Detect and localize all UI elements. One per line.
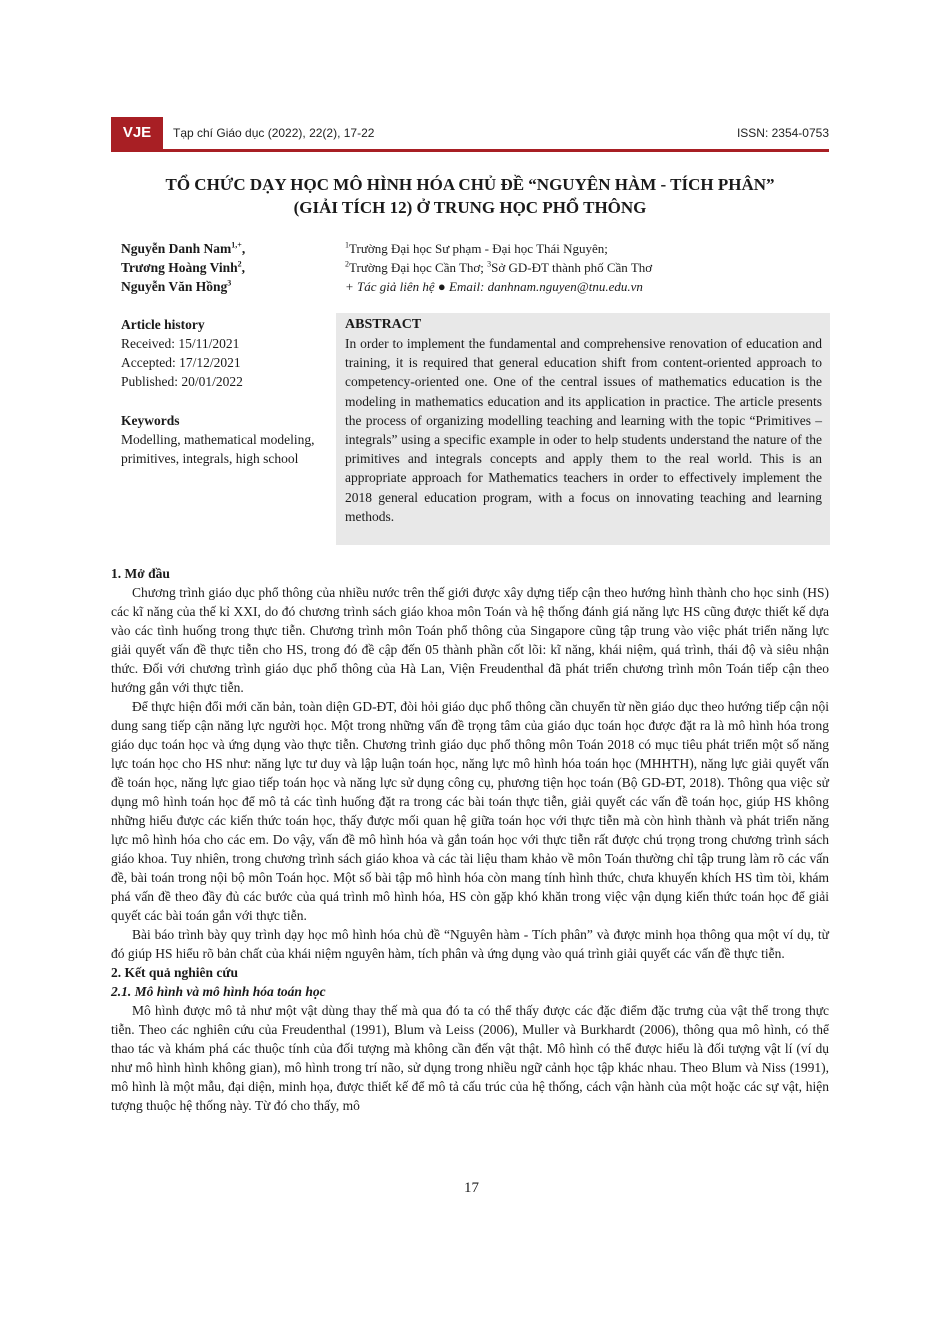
published-date: Published: 20/01/2022 xyxy=(121,374,243,389)
section-1-paragraph-2: Để thực hiện đổi mới căn bản, toàn diện GD-ĐT, đòi hỏi giáo dục phổ thông cần chuyển từ nền giáo dục theo hướng tiếp cận nội dung sang tiếp cận năng lực người học. Một trong những vấn đề trọng tâm của giáo dục toán học được đặt ra là mô hình hóa trong giáo dục toán học và ứng dụng vào thực tiễn. Chương trình giáo dục phổ thông môn Toán 2018 có mục tiêu phát triển một số năng lực toán học cho HS như: năng lực tư duy và lập luận toán học, năng lực mô hình hóa toán học (MHHTH), năng lực giải quyết vấn đề toán học, năng lực giao tiếp toán học và năng lực sử dụng công cụ, phương tiện học toán (Bộ GD-ĐT, 2018). Thông qua việc sử dụng mô hình toán học để mô tả các tình huống đặt ra trong các bài toán thực tiễn, giải quyết các vấn đề toán học, giúp HS không những hiểu được các kiến thức toán học, thấy được mối quan hệ giữa toán học với thực tiễn mà còn hình thành và phát triển năng lực mô hình hóa cho các em. Do vậy, vấn đề mô hình hóa và gắn toán học với thực tiễn rất được chú trọng trong chương trình sách giáo khoa. Tuy nhiên, trong chương trình sách giáo khoa và các tài liệu tham khảo về môn Toán thường chỉ tập trung làm rõ các vấn đề, bài toán trong nội bộ môn Toán học. Một số bài tập mô hình hóa còn mang tính hình thức, chưa khuyến khích HS tìm tòi, khám phá vấn đề theo đầy đủ các bước của quá trình mô hình hóa, HS còn gặp khó khăn trong việc vận dụng kiến thức toán học để giải quyết các bài toán gắn với thực tiễn. xyxy=(111,699,829,923)
affiliations xyxy=(345,239,825,296)
title-line-1: TỔ CHỨC DẠY HỌC MÔ HÌNH HÓA CHỦ ĐỀ “NGUYÊN HÀM - TÍCH PHÂN” xyxy=(165,175,775,194)
article-history xyxy=(121,315,326,391)
journal-issn: ISSN: 2354-0753 xyxy=(736,126,829,140)
section-1-paragraph-3: Bài báo trình bày quy trình dạy học mô hình hóa chủ đề “Nguyên hàm - Tích phân” và được minh họa thông qua một ví dụ, từ đó giúp HS hiểu rõ bản chất của khái niệm nguyên hàm, tích phân và ứng dụng vào quá trình giải quyết các vấn đề thực tiễn. xyxy=(111,927,829,961)
section-1-paragraph-1: Chương trình giáo dục phổ thông của nhiều nước trên thế giới được xây dựng tiếp cận theo hướng hình thành cho học sinh (HS) các kĩ năng của thế kỉ XXI, do đó chương trình sách giáo khoa môn Toán và hệ thống đánh giá năng lực HS cũng được thiết kế dựa vào các tình huống trong thực tiễn. Chương trình môn Toán phổ thông của Singapore cũng tập trung vào việc phát triển năng lực giải quyết vấn đề thực tiễn cho HS, trong đó đề cập đến 05 thành phần cốt lõi: kĩ năng, khái niệm, quá trình, thái độ và siêu nhận thức. Đối với chương trình giáo dục phổ thông của Hà Lan, Viện Freudenthal đã phát triển chương trình môn Toán tiếp cận theo hướng gắn với thực tiễn. xyxy=(111,585,829,695)
header-divider xyxy=(111,149,829,152)
article-title xyxy=(111,173,829,219)
journal-header xyxy=(111,117,829,149)
keywords-text: Modelling, mathematical modeling, primitives, integrals, high school xyxy=(121,432,315,466)
abstract-text: In order to implement the fundamental and comprehensive renovation of education and training, it is required that general education shift from content-oriented approach to competency-oriented one. One of the central issues of mathematics education is the modeling in mathematics education and its application in practice. The article presents the process of organizing modelling teaching and learning with the topic “Primitives – integrals” using a specific example in oder to help students understand the nature of the primitives and integrals concepts and apply them to the real world. This is an appropriate approach for Mathematics teachers in order to effectively implement the 2018 general education program, with a focus on innovating teaching and learning methods. xyxy=(345,336,822,524)
affiliation-2: $^2$Trường Đại học Cần Thơ; $^3$Sở GD-ĐT thành phố Cần Thơ xyxy=(345,259,653,275)
received-date: Received: 15/11/2021 xyxy=(121,336,240,351)
abstract-heading: ABSTRACT xyxy=(345,317,422,332)
affiliation-1: $^1$Trường Đại học Sư phạm - Đại học Thái Nguyên; xyxy=(345,240,608,256)
keywords-heading: Keywords xyxy=(121,413,180,428)
journal-citation: Tạp chí Giáo dục (2022), 22(2), 17-22 xyxy=(173,126,375,140)
author-1: Nguyễn Danh Nam$^{1,+}$, xyxy=(121,240,246,256)
page-number: 17 xyxy=(464,1180,479,1196)
journal-badge: VJE xyxy=(111,117,163,149)
section-1-title: 1. Mở đầu xyxy=(111,566,170,581)
section-2-1-title: 2.1. Mô hình và mô hình hóa toán học xyxy=(111,984,326,999)
keywords-block xyxy=(121,411,326,468)
author-3: Nguyễn Văn Hồng$^3$ xyxy=(121,278,232,294)
article-body xyxy=(111,564,829,1115)
section-2-title: 2. Kết quả nghiên cứu xyxy=(111,965,238,980)
section-2-1-paragraph-1: Mô hình được mô tả như một vật dùng thay thế mà qua đó ta có thể thấy được các đặc điểm đặc trưng của vật thể trong thực tiễn. Theo các nghiên cứu của Freudenthal (1991), Blum và Leiss (2006), Muller và Burkhardt (2006), thông qua mô hình, có thể thao tác và khám phá các thuộc tính của đối tượng mà không cần đến vật thật. Mô hình có thể được hiểu là đối tượng vật lí (ví dụ như mô hình hình không gian), mô hình trong trí não, sử dụng trong nhiều ngữ cảnh học tập khác nhau. Theo Blum và Niss (1991), mô hình là một mẫu, đại diện, minh họa, được thiết kế để mô tả cấu trúc của hệ thống, cách vận hành của một hoặc các sự vật, hiện tượng thuộc hệ thống này. Từ đó cho thấy, mô xyxy=(111,1003,829,1113)
title-line-2: (GIẢI TÍCH 12) Ở TRUNG HỌC PHỔ THÔNG xyxy=(293,198,647,217)
article-history-heading: Article history xyxy=(121,317,205,332)
accepted-date: Accepted: 17/12/2021 xyxy=(121,355,241,370)
author-list xyxy=(121,239,331,296)
author-2: Trương Hoàng Vinh$^2$, xyxy=(121,259,245,275)
corresponding-author-contact: + Tác giả liên hệ ● Email: danhnam.nguyen@tnu.edu.vn xyxy=(345,279,643,294)
